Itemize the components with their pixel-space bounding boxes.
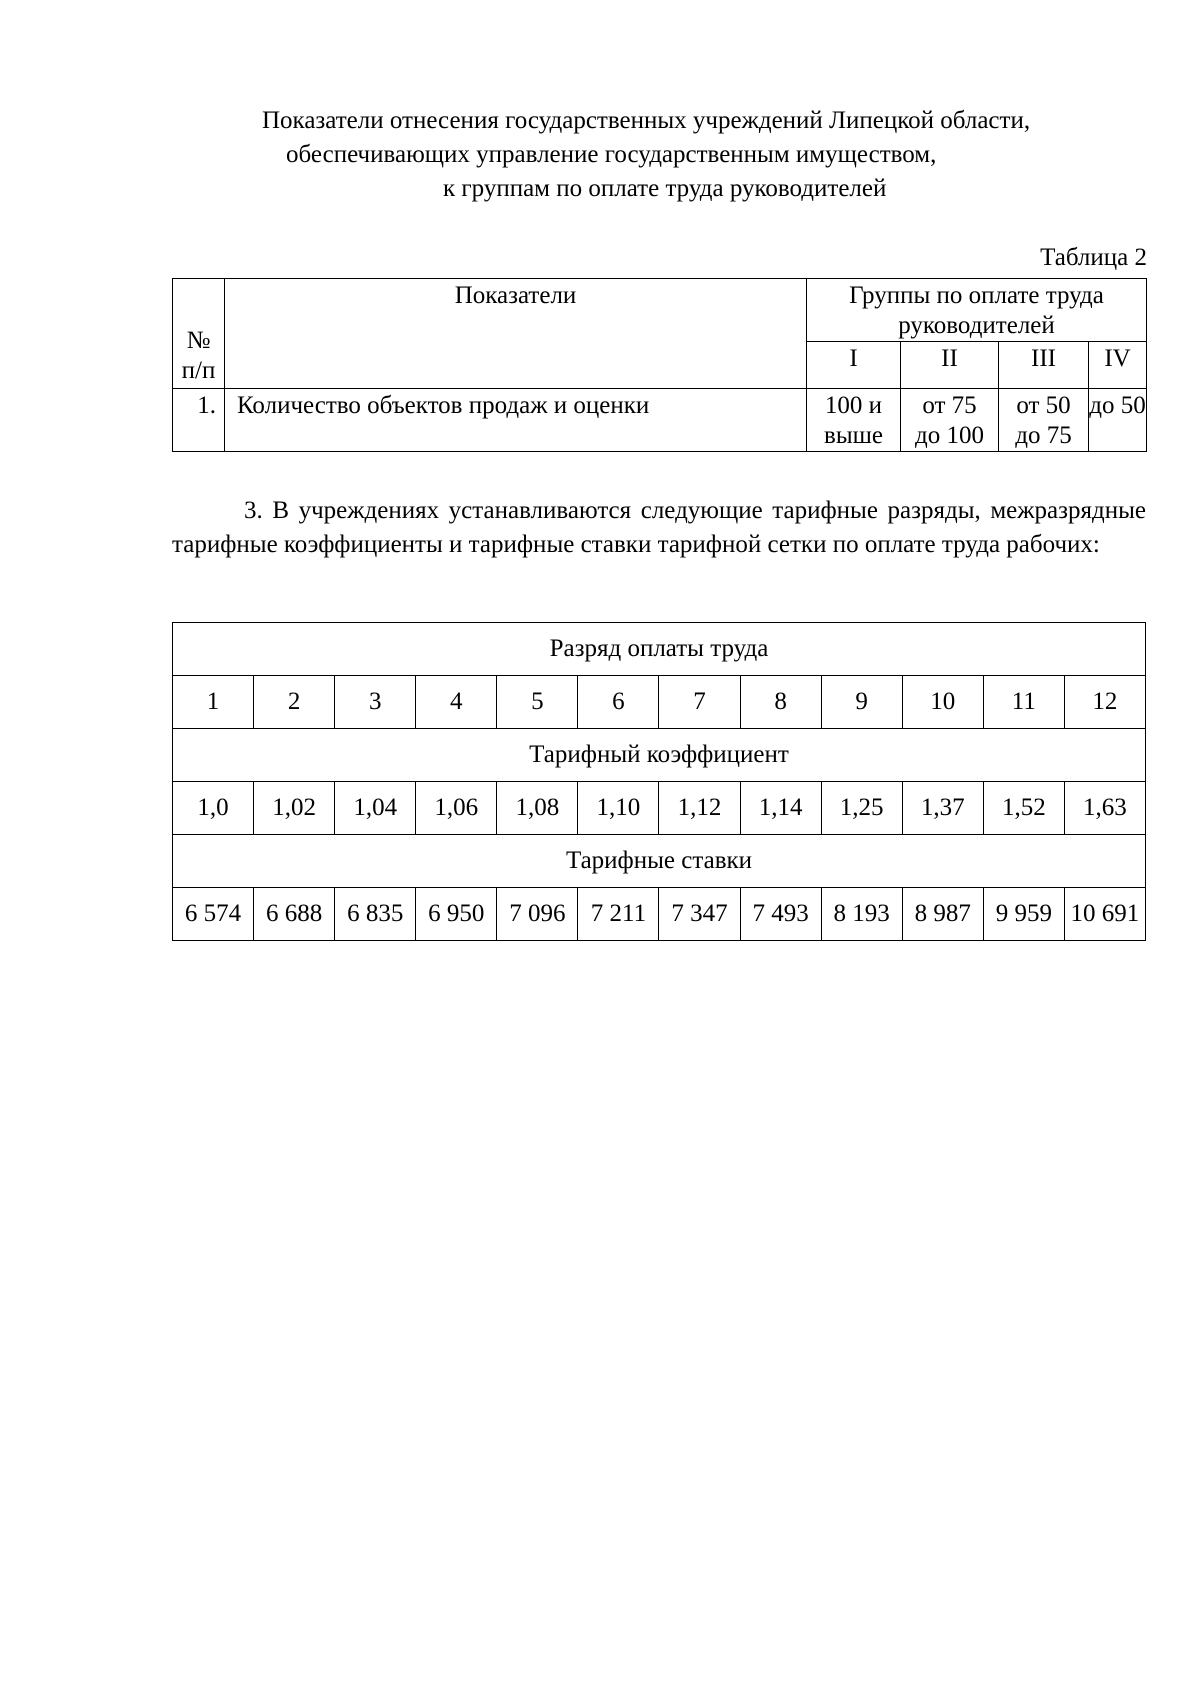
coefficient-cell: 1,37: [902, 782, 983, 835]
coefficients-row: [173, 782, 1146, 835]
grade-cell: 4: [416, 676, 497, 729]
paragraph-3: 3. В учреждениях устанавливаются следующие тарифные разряды, межразрядные тарифные коэффициенты и тарифные ставки тарифной сетки по оплате труда рабочих:: [172, 497, 1146, 558]
coefficient-cell: 1,52: [983, 782, 1064, 835]
coefficient-cell: 1,0: [173, 782, 254, 835]
grade-cell: 7: [659, 676, 740, 729]
rate-cell: 6 950: [416, 888, 497, 941]
header-group-3: III: [999, 342, 1089, 389]
grade-cell: 9: [821, 676, 902, 729]
grade-cell: 11: [983, 676, 1064, 729]
header-row-number: [173, 279, 225, 389]
rates-row: [173, 888, 1146, 941]
grade-cell: 2: [254, 676, 335, 729]
value-line: от 50: [1016, 392, 1071, 419]
groups-table: [172, 278, 1147, 452]
header-groups: Группы по оплате труда руководителей: [807, 279, 1147, 342]
rate-cell: 9 959: [983, 888, 1064, 941]
coefficient-header: Тарифный коэффициент: [173, 729, 1146, 782]
grade-cell: 3: [335, 676, 416, 729]
coefficient-cell: 1,12: [659, 782, 740, 835]
rate-cell: 8 987: [902, 888, 983, 941]
header-number-abbr: п/п: [181, 357, 216, 384]
rate-cell: 7 096: [497, 888, 578, 941]
row-indicator: Количество объектов продаж и оценки: [225, 389, 807, 452]
heading-line-2: обеспечивающих управление государственным имуществом,: [286, 141, 937, 168]
grade-cell: 12: [1064, 676, 1145, 729]
value-line: 100 и: [824, 392, 883, 419]
row-number: 1.: [173, 389, 225, 452]
row-value-group-1: [807, 389, 901, 452]
coefficient-cell: 1,10: [578, 782, 659, 835]
grade-cell: 6: [578, 676, 659, 729]
rate-cell: 6 835: [335, 888, 416, 941]
table-2-label: Таблица 2: [1040, 244, 1147, 271]
value-line: от 75: [922, 392, 977, 419]
coefficient-cell: 1,25: [821, 782, 902, 835]
heading-line-3: к группам по оплате труда руководителей: [443, 175, 887, 202]
rate-cell: 6 574: [173, 888, 254, 941]
grade-header: Разряд оплаты труда: [173, 623, 1146, 676]
value-line: до 75: [1015, 422, 1072, 449]
grades-row: [173, 676, 1146, 729]
grade-cell: 1: [173, 676, 254, 729]
coefficient-cell: 1,14: [740, 782, 821, 835]
rate-cell: 7 493: [740, 888, 821, 941]
rates-header: Тарифные ставки: [173, 835, 1146, 888]
tariff-table: [172, 622, 1146, 941]
row-value-group-2: [901, 389, 999, 452]
coefficient-cell: 1,02: [254, 782, 335, 835]
coefficient-cell: 1,06: [416, 782, 497, 835]
rate-cell: 10 691: [1064, 888, 1145, 941]
header-group-4: IV: [1089, 342, 1147, 389]
rate-cell: 7 211: [578, 888, 659, 941]
coefficient-cell: 1,04: [335, 782, 416, 835]
coefficient-cell: 1,08: [497, 782, 578, 835]
rate-cell: 7 347: [659, 888, 740, 941]
row-value-group-4: [1089, 389, 1147, 452]
coefficient-cell: 1,63: [1064, 782, 1145, 835]
value-line: до 50: [1089, 392, 1146, 419]
heading-line-1: Показатели отнесения государственных учреждений Липецкой области,: [262, 107, 1031, 134]
value-line: выше: [824, 422, 883, 449]
grade-cell: 5: [497, 676, 578, 729]
header-group-1: I: [807, 342, 901, 389]
row-value-group-3: [999, 389, 1089, 452]
value-line: до 100: [915, 422, 984, 449]
header-indicators: Показатели: [225, 279, 807, 389]
table-row: [173, 389, 1147, 452]
grade-cell: 8: [740, 676, 821, 729]
document-heading: [160, 104, 1145, 206]
rate-cell: 6 688: [254, 888, 335, 941]
grade-cell: 10: [902, 676, 983, 729]
header-group-2: II: [901, 342, 999, 389]
header-number-sign: №: [186, 327, 211, 354]
rate-cell: 8 193: [821, 888, 902, 941]
